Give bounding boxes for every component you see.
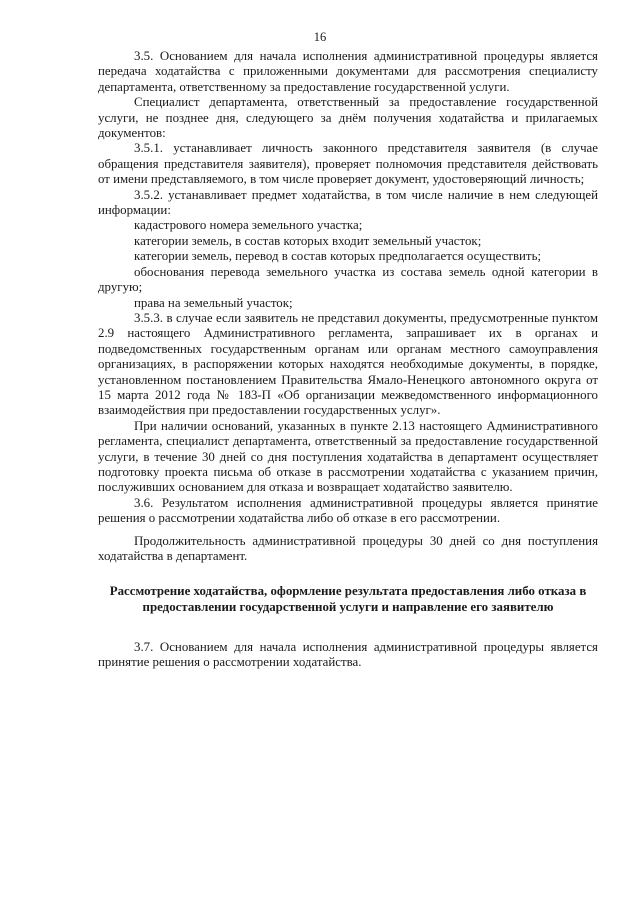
paragraph-duration: Продолжительность административной процедуры 30 дней со дня поступления ходатайства в департамент. bbox=[98, 533, 598, 563]
list-item: обоснования перевода земельного участка из состава земель одной категории в другую; bbox=[98, 264, 598, 295]
list-item: права на земельный участок; bbox=[134, 295, 293, 310]
paragraph-3-7: 3.7. Основанием для начала исполнения административной процедуры является принятие решения о рассмотрении ходатайства. bbox=[98, 640, 598, 670]
document-body bbox=[98, 49, 598, 671]
paragraph-3-6: 3.6. Результатом исполнения административной процедуры является принятие решения о рассмотрении ходатайства либо об отказе в его рассмотрении. bbox=[98, 495, 598, 526]
paragraph-3-5-2: 3.5.2. устанавливает предмет ходатайства, в том числе наличие в нем следующей информации: bbox=[98, 187, 598, 218]
paragraph-3-5-3: 3.5.3. в случае если заявитель не представил документы, предусмотренные пунктом 2.9 настоящего Административного регламента, запрашивает их в органах и подведомственных государственным органам или органам местного самоуправления организациях, в распоряжении которых находятся необходимые документы, в порядке, установленном постановлением Правительства Ямало-Ненецкого автономного округа от 15 марта 2012 года № 183-П «Об организации межведомственного информационного взаимодействия при предоставлении государственных услуг». bbox=[98, 310, 598, 418]
page-number: 16 bbox=[313, 30, 327, 44]
list-item: категории земель, перевод в состав которых предполагается осуществить; bbox=[134, 249, 542, 264]
paragraph-specialist: Специалист департамента, ответственный за предоставление государственной услуги, не позднее дня, следующего за днём получения ходатайства и прилагаемых документов: bbox=[98, 95, 598, 141]
section-title: Рассмотрение ходатайства, оформление результата предоставления либо отказа в предоставлении государственной услуги и направление его заявителю bbox=[109, 584, 587, 615]
paragraph-refusal-grounds: При наличии оснований, указанных в пункте 2.13 настоящего Административного регламента, специалист департамента, ответственный за предоставление государственной услуги, в течение 30 дней со дня поступления ходатайства в департамент осуществляет подготовку проекта письма об отказе в рассмотрении ходатайства с указанием причин, послуживших основанием для отказа и возвращает ходатайство заявителю. bbox=[98, 418, 598, 495]
paragraph-3-5-1: 3.5.1. устанавливает личность законного представителя заявителя (в случае обращения представителя заявителя), проверяет полномочия представителя действовать от имени представляемого, в том числе проверяет документ, удостоверяющий личность; bbox=[98, 141, 598, 187]
list-item: кадастрового номера земельного участка; bbox=[134, 218, 363, 233]
paragraph-3-5: 3.5. Основанием для начала исполнения административной процедуры является передача ходатайства с приложенными документами для рассмотрения специалисту департамента, ответственному за предоставление государственной услуги. bbox=[98, 49, 598, 94]
list-item: категории земель, в состав которых входит земельный участок; bbox=[134, 233, 482, 248]
